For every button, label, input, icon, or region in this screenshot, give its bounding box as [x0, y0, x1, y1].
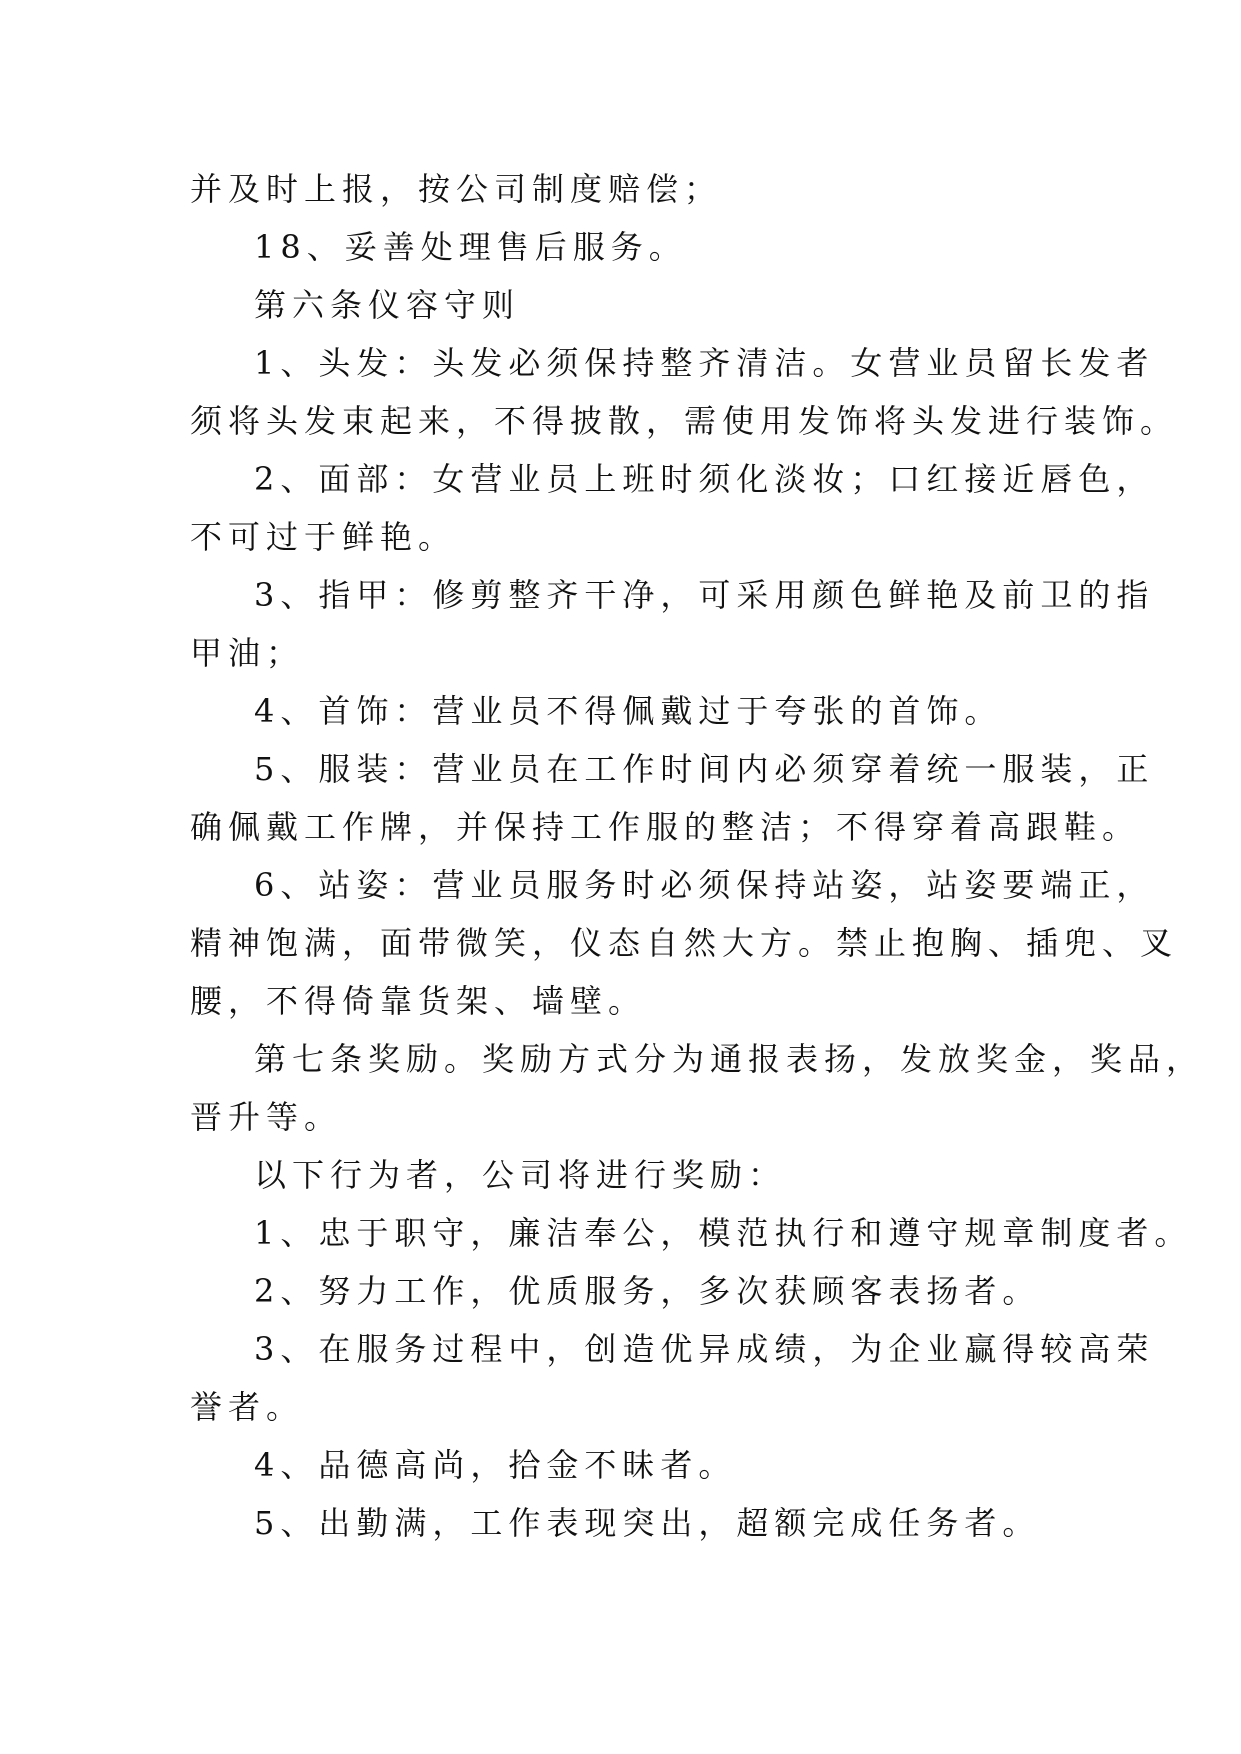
text-line: 6、站姿：营业员服务时必须保持站姿，站姿要端正，: [254, 866, 1155, 904]
text-line: 腰，不得倚靠货架、墙壁。: [190, 982, 647, 1020]
text-line: 5、出勤满，工作表现突出，超额完成任务者。: [254, 1504, 1041, 1542]
text-line: 1、头发：头发必须保持整齐清洁。女营业员留长发者: [254, 344, 1155, 382]
text-line: 精神饱满，面带微笑，仪态自然大方。禁止抱胸、插兜、叉: [190, 924, 1179, 962]
text-line: 18、妥善处理售后服务。: [254, 228, 687, 266]
text-line: 4、首饰：营业员不得佩戴过于夸张的首饰。: [254, 692, 1003, 730]
text-line: 确佩戴工作牌，并保持工作服的整洁；不得穿着高跟鞋。: [190, 808, 1141, 846]
text-line: 须将头发束起来，不得披散，需使用发饰将头发进行装饰。: [190, 402, 1179, 440]
text-line: 以下行为者，公司将进行奖励：: [254, 1156, 787, 1194]
text-line: 第七条奖励。奖励方式分为通报表扬，发放奖金，奖品，: [254, 1040, 1205, 1078]
text-line: 4、品德高尚，拾金不昧者。: [254, 1446, 737, 1484]
text-line: 并及时上报，按公司制度赔偿；: [190, 170, 723, 208]
text-line: 3、指甲：修剪整齐干净，可采用颜色鲜艳及前卫的指: [254, 576, 1155, 614]
text-line: 晋升等。: [190, 1098, 343, 1136]
text-line: 第六条仪容守则: [254, 286, 521, 324]
text-line: 2、面部：女营业员上班时须化淡妆；口红接近唇色，: [254, 460, 1155, 498]
text-line: 2、努力工作，优质服务，多次获顾客表扬者。: [254, 1272, 1041, 1310]
document-body: [190, 160, 1205, 1552]
text-line: 誉者。: [190, 1388, 305, 1426]
text-line: 5、服装：营业员在工作时间内必须穿着统一服装，正: [254, 750, 1155, 788]
text-line: 甲油；: [190, 634, 305, 672]
text-line: 不可过于鲜艳。: [190, 518, 457, 556]
text-line: 3、在服务过程中，创造优异成绩，为企业赢得较高荣: [254, 1330, 1155, 1368]
text-line: 1、忠于职守，廉洁奉公，模范执行和遵守规章制度者。: [254, 1214, 1193, 1252]
